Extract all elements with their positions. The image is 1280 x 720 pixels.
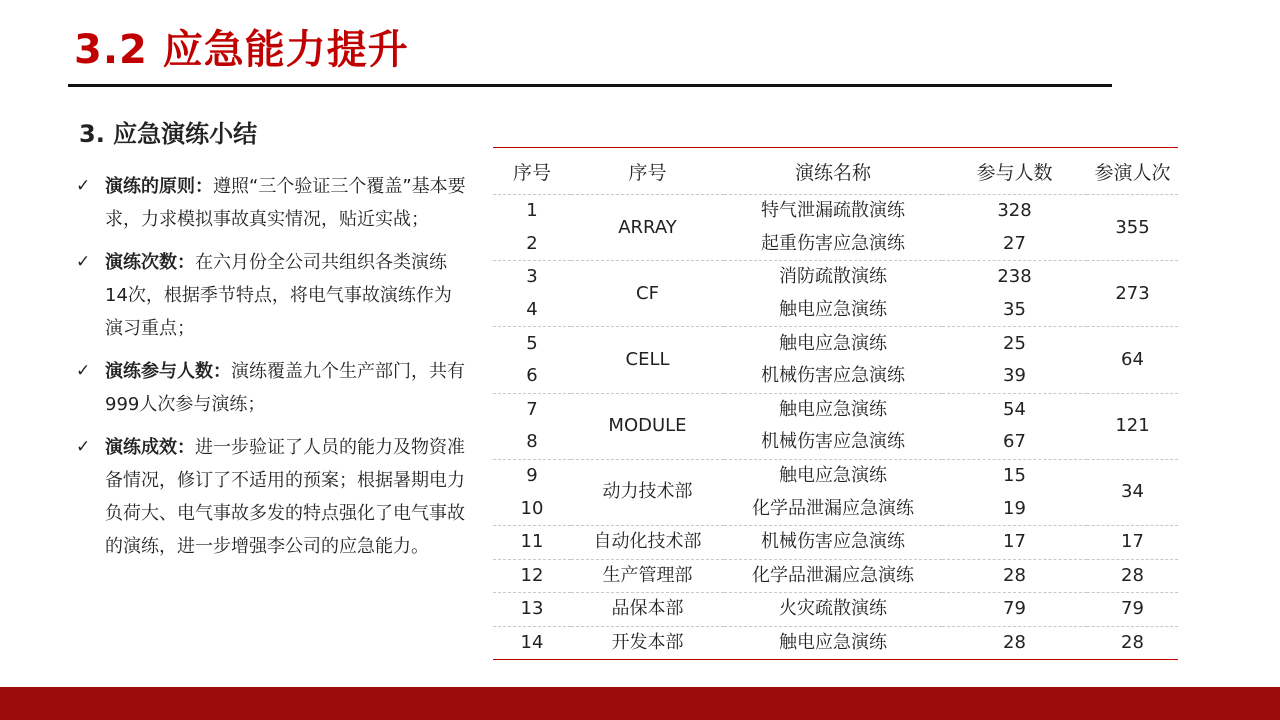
cell-seq: 1 xyxy=(526,200,538,222)
cell-seq: 8 xyxy=(493,426,571,459)
cell-drill-name: 触电应急演练 xyxy=(779,332,887,354)
cell-participants: 35 xyxy=(942,294,1087,327)
cell-seq: 11 xyxy=(493,525,571,559)
cell-participants: 79 xyxy=(942,593,1087,627)
cell-total: 17 xyxy=(1087,525,1178,559)
cell-dept: 品保本部 xyxy=(571,593,724,627)
bullet-lead: 演练次数： xyxy=(105,252,195,273)
list-item xyxy=(76,355,466,421)
table-row xyxy=(493,593,1178,627)
cell-seq: 5 xyxy=(526,332,538,354)
cell-participants: 54 xyxy=(1003,398,1026,420)
cell-drill-name: 特气泄漏疏散演练 xyxy=(761,200,905,222)
header-participants: 参与人数 xyxy=(942,148,1087,195)
cell-drill-name: 化学品泄漏应急演练 xyxy=(724,559,942,593)
cell-participants: 15 xyxy=(1003,465,1026,487)
cell-seq: 10 xyxy=(493,492,571,525)
drill-table xyxy=(493,147,1178,660)
cell-dept: 开发本部 xyxy=(571,626,724,660)
section-subtitle: 3. 应急演练小结 xyxy=(79,120,258,148)
cell-seq: 6 xyxy=(493,360,571,393)
table-row xyxy=(493,327,1178,360)
list-item xyxy=(76,246,466,345)
list-item xyxy=(76,431,466,563)
cell-participants: 28 xyxy=(942,626,1087,660)
bullet-lead: 演练参与人数： xyxy=(105,361,231,382)
list-item xyxy=(76,170,466,236)
cell-participants: 19 xyxy=(942,492,1087,525)
bullet-lead: 演练成效： xyxy=(105,437,195,458)
summary-list xyxy=(76,170,466,573)
cell-seq: 13 xyxy=(493,593,571,627)
bullet-text: 进一步验证了人员的能力及物资准备情况，修订了不适用的预案；根据暑期电力负荷大、电气事故多发的特点强化了电气事故的演练，进一步增强李公司的应急能力。 xyxy=(105,437,465,557)
cell-seq: 2 xyxy=(493,228,571,261)
cell-dept: 动力技术部 xyxy=(571,459,724,525)
cell-participants: 27 xyxy=(942,228,1087,261)
footer-bar xyxy=(0,687,1280,720)
cell-total: 121 xyxy=(1087,393,1178,459)
cell-drill-name: 火灾疏散演练 xyxy=(724,593,942,627)
cell-total: 273 xyxy=(1087,261,1178,327)
drill-table-container xyxy=(493,147,1178,660)
cell-seq: 3 xyxy=(526,266,538,288)
table-row xyxy=(493,559,1178,593)
cell-dept: MODULE xyxy=(571,393,724,459)
check-icon: ✓ xyxy=(76,361,91,381)
cell-seq: 12 xyxy=(493,559,571,593)
cell-drill-name: 触电应急演练 xyxy=(779,398,887,420)
cell-drill-name: 触电应急演练 xyxy=(724,626,942,660)
cell-participants: 328 xyxy=(997,200,1032,222)
table-row xyxy=(493,261,1178,294)
bullet-lead: 演练的原则： xyxy=(105,176,213,197)
cell-dept: CELL xyxy=(571,327,724,393)
cell-total: 355 xyxy=(1087,195,1178,261)
table-row xyxy=(493,459,1178,492)
cell-total: 28 xyxy=(1087,559,1178,593)
cell-drill-name: 消防疏散演练 xyxy=(779,266,887,288)
cell-drill-name: 机械伤害应急演练 xyxy=(724,525,942,559)
cell-participants: 67 xyxy=(942,426,1087,459)
cell-seq: 9 xyxy=(526,465,538,487)
table-row xyxy=(493,195,1178,228)
cell-dept: 自动化技术部 xyxy=(571,525,724,559)
header-seq: 序号 xyxy=(493,148,571,195)
table-row xyxy=(493,626,1178,660)
table-row xyxy=(493,525,1178,559)
check-icon: ✓ xyxy=(76,176,91,196)
bullet-text: 在六月份全公司共组织各类演练14次，根据季节特点，将电气事故演练作为演习重点； xyxy=(105,252,452,339)
cell-total: 79 xyxy=(1087,593,1178,627)
cell-participants: 25 xyxy=(1003,332,1026,354)
cell-total: 64 xyxy=(1087,327,1178,393)
cell-drill-name: 触电应急演练 xyxy=(779,465,887,487)
cell-total: 28 xyxy=(1087,626,1178,660)
cell-seq: 4 xyxy=(493,294,571,327)
table-header-row xyxy=(493,148,1178,195)
cell-seq: 14 xyxy=(493,626,571,660)
cell-dept: 生产管理部 xyxy=(571,559,724,593)
cell-drill-name: 触电应急演练 xyxy=(724,294,942,327)
check-icon: ✓ xyxy=(76,437,91,457)
cell-dept: ARRAY xyxy=(571,195,724,261)
bullet-text: 遵照“三个验证三个覆盖”基本要求，力求模拟事故真实情况，贴近实战； xyxy=(105,176,466,230)
cell-participants: 17 xyxy=(942,525,1087,559)
cell-participants: 39 xyxy=(942,360,1087,393)
bullet-text: 演练覆盖九个生产部门，共有999人次参与演练； xyxy=(105,361,465,415)
cell-participants: 238 xyxy=(997,266,1032,288)
title-divider xyxy=(68,84,1112,87)
cell-drill-name: 起重伤害应急演练 xyxy=(724,228,942,261)
header-total: 参演人次 xyxy=(1087,148,1178,195)
page-title: 3.2 应急能力提升 xyxy=(74,27,409,73)
cell-drill-name: 机械伤害应急演练 xyxy=(724,360,942,393)
cell-drill-name: 化学品泄漏应急演练 xyxy=(724,492,942,525)
cell-dept: CF xyxy=(571,261,724,327)
cell-participants: 28 xyxy=(942,559,1087,593)
cell-total: 34 xyxy=(1087,459,1178,525)
header-dept: 序号 xyxy=(571,148,724,195)
header-drill-name: 演练名称 xyxy=(724,148,942,195)
table-row xyxy=(493,393,1178,426)
cell-drill-name: 机械伤害应急演练 xyxy=(724,426,942,459)
check-icon: ✓ xyxy=(76,252,91,272)
cell-seq: 7 xyxy=(526,398,538,420)
